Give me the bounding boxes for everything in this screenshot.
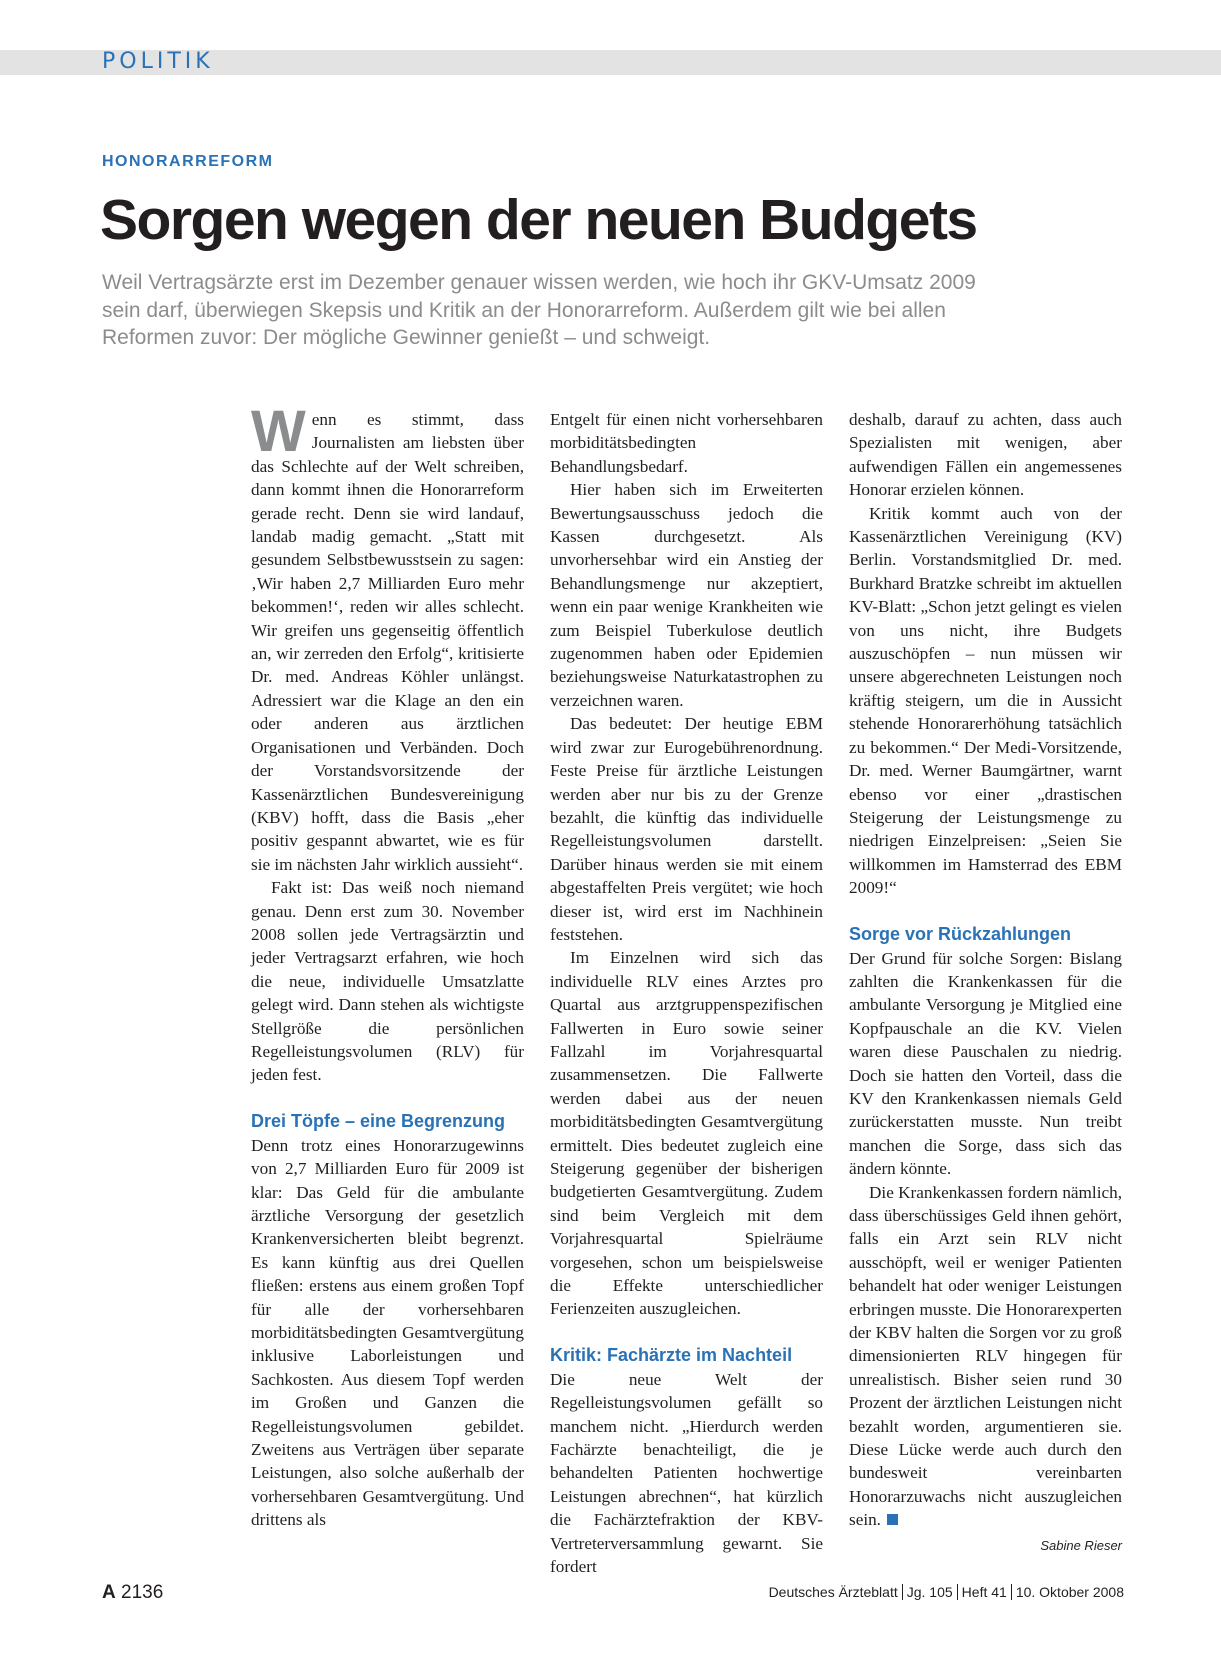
paragraph: Denn trotz eines Honorarzugewinns von 2,7 Milliarden Euro für 2009 ist klar: Das Geld für die ambulante ärztliche Versorgung der gesetzlich Krankenversicherten bleibt begrenzt. Es kann künftig aus drei Quellen fließen: erstens aus einem großen Topf für alle der vorhersehbaren morbiditätsbedingten Gesamtvergütung inklusive Laborleistungen und Sachkosten. Aus diesem Topf werden im Großen und Ganzen die Regelleistungsvolumen gebildet. Zweitens aus Verträgen über separate Leistungen, also solche außerhalb der vorhersehbaren Gesamtvergütung. Und drittens als xyxy=(251,1135,524,1530)
paragraph-text: enn es stimmt, dass Journalisten am liebsten über das Schlechte auf der Welt schreiben, dann kommt ihnen die Honorarreform gerade recht. Denn sie wird landauf, landab madig gemacht. „Statt mit gesundem Selbstbewusstsein zu sagen: ‚Wir haben 2,7 Milliarden Euro mehr bekommen!‘, reden wir alles schlecht. Wir greifen uns gegenseitig öffentlich an, wir zerreden den Erfolg“, kritisierte Dr. med. Andreas Köhler unlängst. Adressiert war die Klage an den ein oder anderen aus ärztlichen Organisationen und Verbänden. Doch der Vorstandsvorsitzende der Kassenärztlichen Bundesvereinigung (KBV) hofft, dass die Basis „eher positiv gespannt abwartet, wie es für sie im nächsten Jahr wirklich aussieht“. xyxy=(251,410,524,874)
paragraph: Entgelt für einen nicht vorhersehbaren morbiditätsbedingten Behandlungsbedarf. xyxy=(550,410,823,476)
footer-citation xyxy=(769,1584,1124,1600)
paragraph: Fakt ist: Das weiß noch niemand genau. Denn erst zum 30. November 2008 sollen jede Vertragsärztin und jeder Vertragsarzt erfahren, wie hoch die neue, individuelle Umsatzlatte gelegt wird. Dann stehen als wichtigste Stellgröße die persönlichen Regelleistungsvolumen (RLV) für jeden fest. xyxy=(251,878,524,1085)
paragraph: Das bedeutet: Der heutige EBM wird zwar zur Eurogebührenordnung. Feste Preise für ärztliche Leistungen werden aber nur bis zu der Grenze bezahlt, die künftig das individuelle Regelleistungsvolumen darstellt. Darüber hinaus werden sie mit einem abgestaffelten Preis vergütet; wie hoch dieser ist, wird erst im Nachhinein feststehen. xyxy=(550,714,823,944)
paragraph: Kritik kommt auch von der Kassenärztlichen Vereinigung (KV) Berlin. Vorstandsmitglied Dr. med. Burkhard Bratzke schreibt im aktuellen KV-Blatt: „Schon jetzt gelingt es vielen von uns nicht, ihre Budgets auszuschöpfen – nun müssen wir unsere abgerechneten Leistungen noch kräftig steigern, um die in Aussicht stehende Honorarerhöhung tatsächlich zu bekommen.“ Der Medi-Vorsitzende, Dr. med. Werner Baumgärtner, warnt ebenso vor einer „drastischen Steigerung der Leistungsmenge zu niedrigen Einzelpreisen: „Seien Sie willkommen im Hamsterrad des EBM 2009!“ xyxy=(849,503,1122,898)
article-column-3 xyxy=(849,408,1122,1556)
end-mark-icon xyxy=(887,1514,898,1525)
separator xyxy=(957,1584,958,1600)
journal-issue: Heft 41 xyxy=(961,1584,1007,1600)
article-lead: Weil Vertragsärzte erst im Dezember genauer wissen werden, wie hoch ihr GKV-Umsatz 2009 sein darf, überwiegen Skepsis und Kritik an der Honorarreform. Außerdem gilt wie bei allen Reformen zuvor: Der mögliche Gewinner genießt – und schweigt. xyxy=(102,271,976,349)
subheading: Kritik: Fachärzte im Nachteil xyxy=(550,1344,793,1365)
paragraph: deshalb, darauf zu achten, dass auch Spezialisten mit wenigen, aber aufwendigen Fällen ein angemessenes Honorar erzielen können. xyxy=(849,410,1122,500)
article-kicker: HONORARREFORM xyxy=(102,153,274,170)
paragraph: Die neue Welt der Regelleistungsvolumen gefällt so manchem nicht. „Hierdurch werden Fachärzte benachteiligt, die je behandelten Patienten hochwertige Leistungen abrechnen“, hat kürzlich die Fachärztefraktion der KBV-Vertreterversammlung gewarnt. Sie fordert xyxy=(550,1369,823,1577)
section-label: POLITIK xyxy=(102,49,214,74)
journal-volume: Jg. 105 xyxy=(906,1584,953,1600)
paragraph-text: Die Krankenkassen fordern nämlich, dass überschüssiges Geld ihnen gehört, falls ein Arzt sein RLV nicht ausschöpft, weil er weniger Patienten behandelt hat oder weniger Leistungen erbringen musste. Die Honorarexperten der KBV halten die Sorgen vor zu groß dimensionierten RLV hingegen für unrealistisch. Bisher seien rund 30 Prozent der ärztlichen Leistungen nicht bezahlt worden, argumentieren sie. Diese Lücke werde auch durch den bundesweit vereinbarten Honorarzuwachs nicht auszugleichen sein. xyxy=(849,1182,1122,1530)
paragraph: Im Einzelnen wird sich das individuelle RLV eines Arztes pro Quartal aus arztgruppenspezifischen Fallwerten in Euro sowie seiner Fallzahl im Vorjahresquartal zusammensetzen. Die Fallwerte werden dabei aus der neuen morbiditätsbedingten Gesamtvergütung ermittelt. Dies bedeutet zugleich eine Steigerung gegenüber der bisherigen budgetierten Gesamtvergütung. Zudem sind beim Vergleich mit dem Vorjahresquartal Spielräume vorgesehen, schon um beispielsweise die Effekte unterschiedlicher Ferienzeiten auszugleichen. xyxy=(550,948,823,1319)
article-column-1 xyxy=(251,399,524,1532)
journal-name: Deutsches Ärzteblatt xyxy=(768,1584,898,1600)
paragraph: Der Grund für solche Sorgen: Bislang zahlten die Krankenkassen für die ambulante Versorgung je Mitglied eine Kopfpauschale an die KV. Vielen waren diese Pauschalen zu niedrig. Doch sie hatten den Vorteil, dass die KV den Krankenkassen niemals Geld zurückerstatten musste. Nun treibt manchen die Sorge, dass sich das ändern könnte. xyxy=(849,948,1122,1179)
article-headline: Sorgen wegen der neuen Budgets xyxy=(100,188,977,252)
paragraph: Hier haben sich im Erweiterten Bewertungsausschuss jedoch die Kassen durchgesetzt. Als unvorhersehbar wird ein Anstieg der Behandlungsmenge nur akzeptiert, wenn ein paar wenige Krankheiten wie zum Beispiel Tuberkulose deutlich zugenommen haben oder Epidemien beziehungsweise Naturkatastrophen zu verzeichnen waren. xyxy=(550,480,823,710)
author-byline: Sabine Rieser xyxy=(1040,1537,1122,1553)
paragraph xyxy=(849,1181,1122,1532)
separator xyxy=(1011,1584,1012,1600)
paragraph xyxy=(251,399,524,876)
subheading: Sorge vor Rückzahlungen xyxy=(849,923,1072,944)
page-prefix: A xyxy=(102,1582,116,1603)
page-number-value: 2136 xyxy=(121,1582,164,1603)
subheading: Drei Töpfe – eine Begrenzung xyxy=(251,1110,506,1131)
page-number xyxy=(102,1582,163,1604)
separator xyxy=(902,1584,903,1600)
issue-date: 10. Oktober 2008 xyxy=(1015,1584,1124,1600)
article-column-2 xyxy=(550,408,823,1579)
drop-cap: W xyxy=(251,399,306,464)
